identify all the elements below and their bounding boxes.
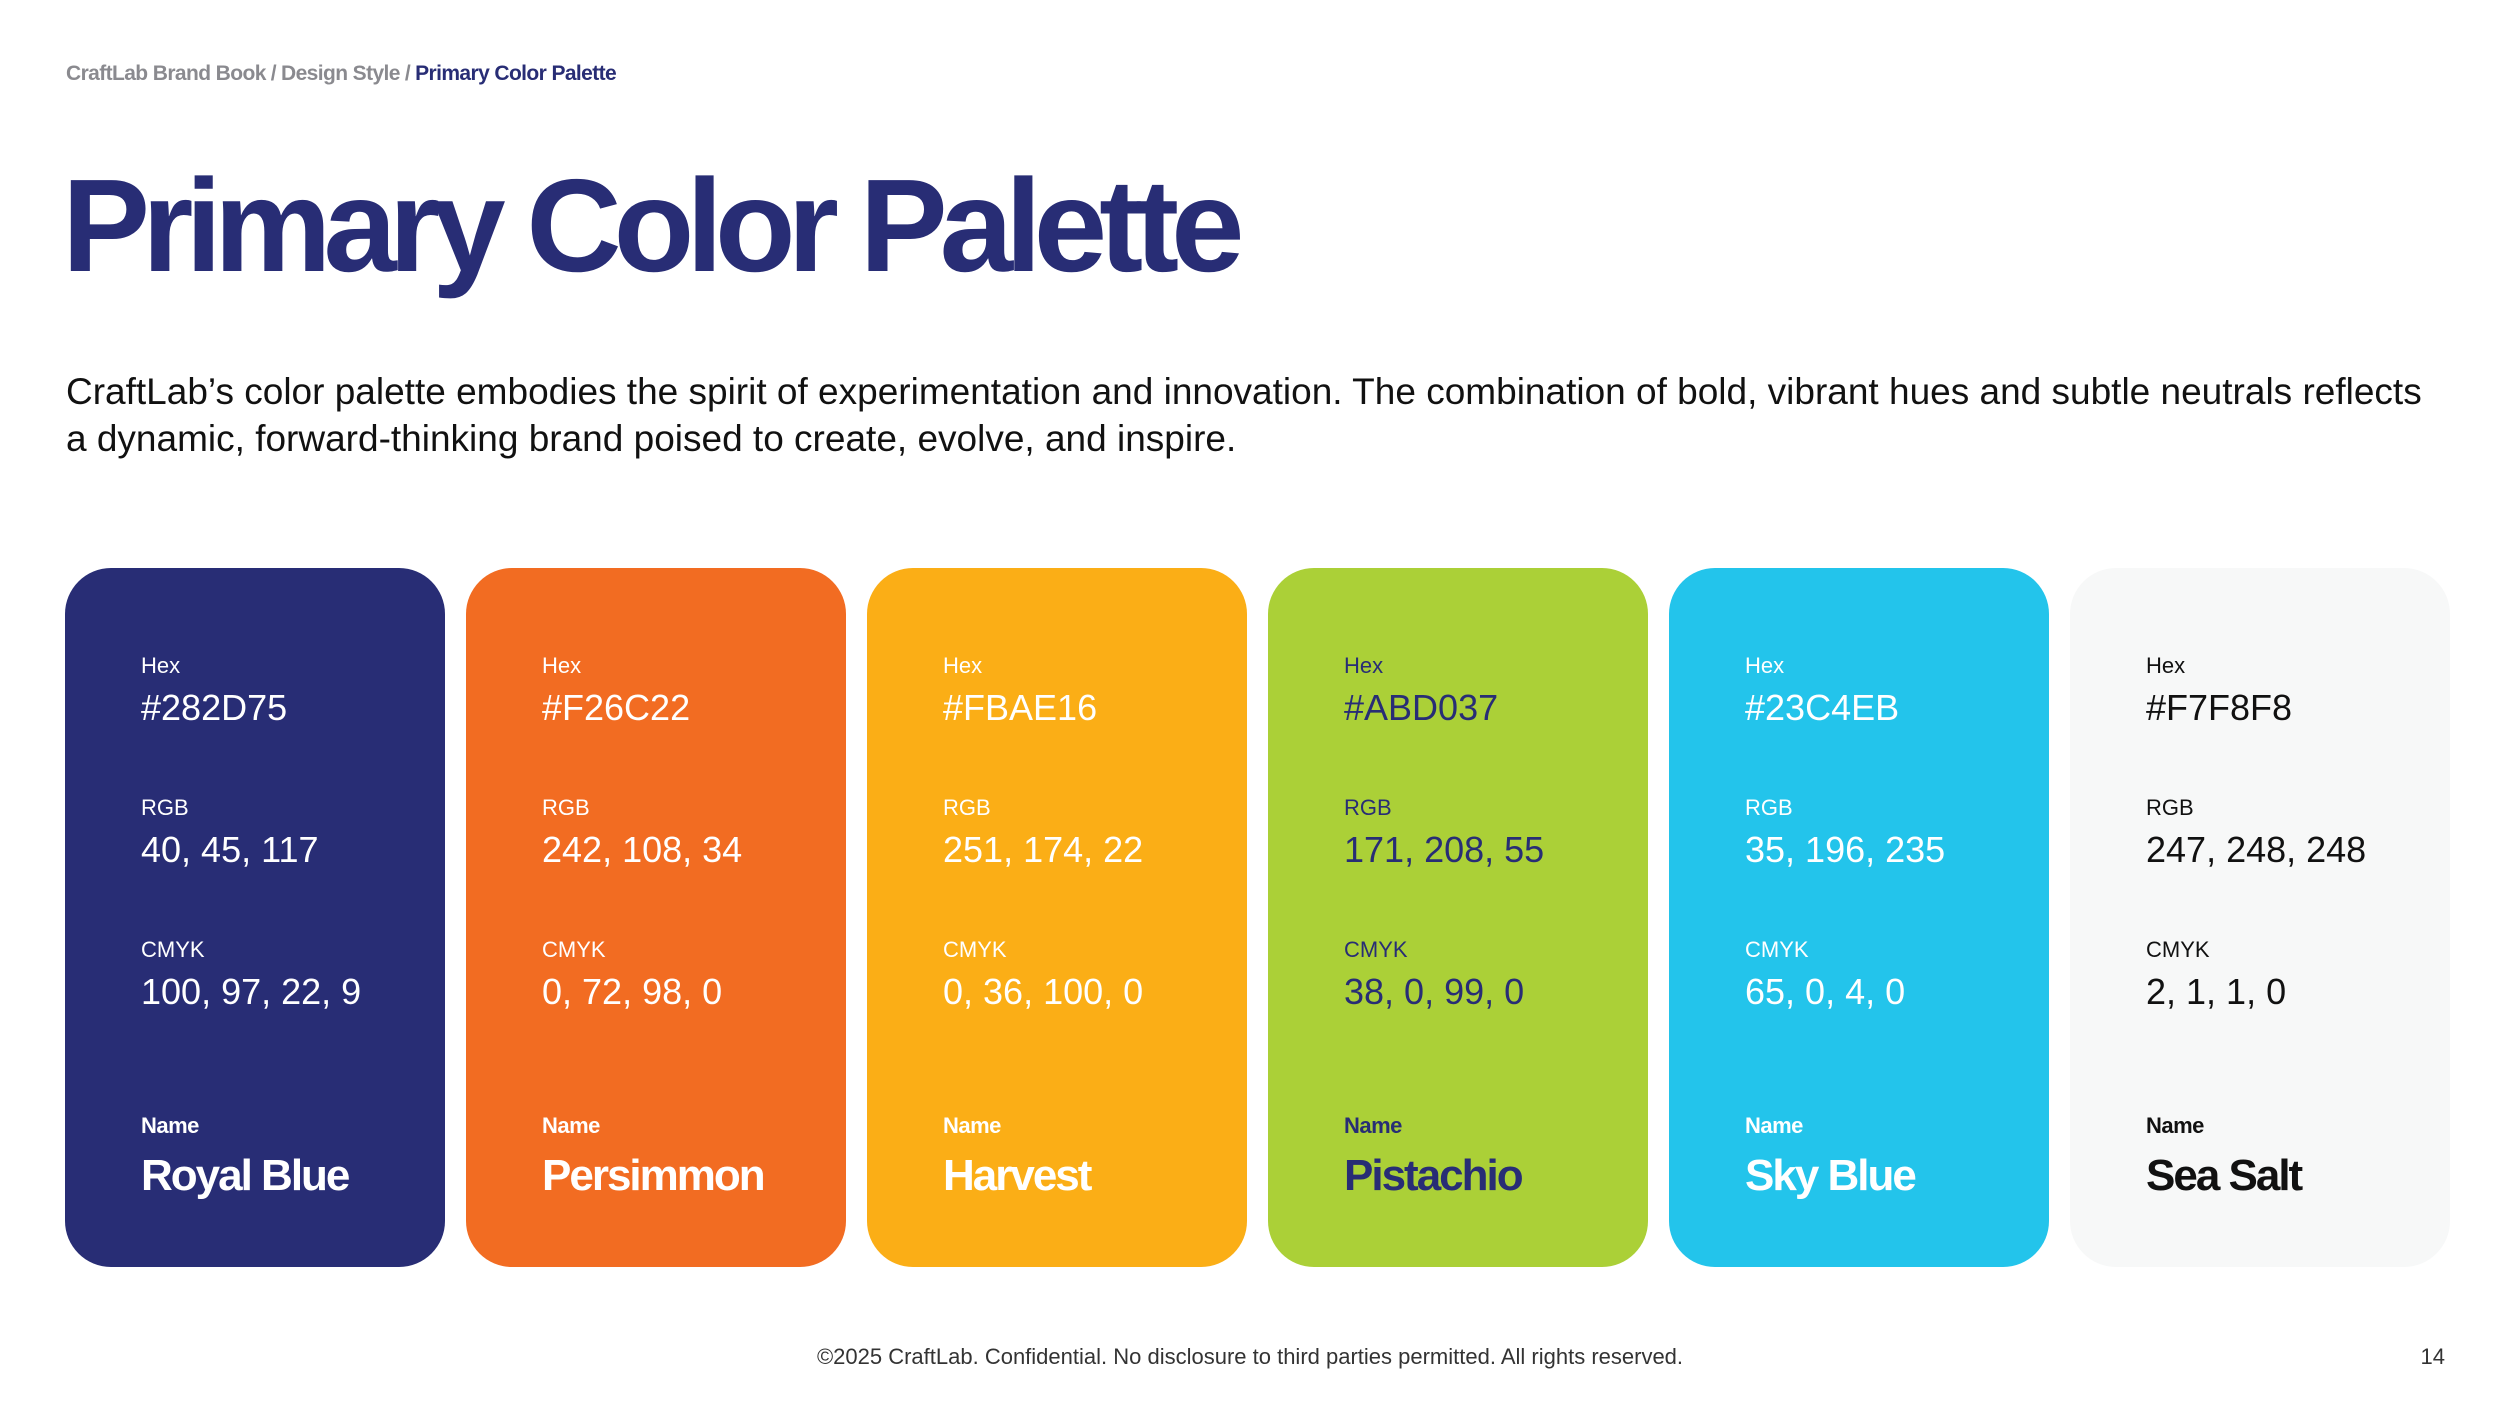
breadcrumb-item-brand-book[interactable]: CraftLab Brand Book [66, 62, 266, 85]
rgb-label: RGB [141, 795, 189, 820]
hex-label: Hex [943, 653, 983, 678]
breadcrumb-item-design-style[interactable]: Design Style [281, 62, 400, 85]
rgb-label: RGB [1745, 795, 1793, 820]
color-name: Royal Blue [141, 1151, 349, 1200]
hex-label: Hex [1745, 653, 1785, 678]
intro-paragraph: CraftLab’s color palette embodies the spirit of experimentation and innovation. The combination of bold, vibrant hues and subtle neutrals reflects a dynamic, forward-thinking brand poised to create, evolve, and inspire. [66, 371, 2422, 459]
cmyk-label: CMYK [1344, 937, 1408, 962]
rgb-value: 35, 196, 235 [1745, 829, 1946, 870]
hex-label: Hex [2146, 653, 2186, 678]
cmyk-label: CMYK [943, 937, 1007, 962]
hex-label: Hex [141, 653, 181, 678]
color-card [466, 568, 846, 1267]
color-card [2070, 568, 2450, 1267]
hex-value: #23C4EB [1745, 687, 1900, 728]
cmyk-label: CMYK [1745, 937, 1809, 962]
name-label: Name [542, 1113, 600, 1138]
rgb-value: 242, 108, 34 [542, 829, 743, 870]
hex-label: Hex [1344, 653, 1384, 678]
rgb-label: RGB [2146, 795, 2194, 820]
color-name: Sea Salt [2146, 1151, 2302, 1200]
color-name: Pistachio [1344, 1151, 1522, 1200]
cmyk-label: CMYK [542, 937, 606, 962]
color-card [1669, 568, 2049, 1267]
rgb-label: RGB [542, 795, 590, 820]
cmyk-label: CMYK [2146, 937, 2210, 962]
rgb-value: 247, 248, 248 [2146, 829, 2367, 870]
breadcrumb [66, 62, 616, 86]
rgb-value: 251, 174, 22 [943, 829, 1144, 870]
breadcrumb-item-current: Primary Color Palette [415, 62, 617, 85]
name-label: Name [943, 1113, 1001, 1138]
color-card [867, 568, 1247, 1267]
rgb-label: RGB [1344, 795, 1392, 820]
cmyk-value: 0, 72, 98, 0 [542, 971, 723, 1012]
cmyk-value: 2, 1, 1, 0 [2146, 971, 2287, 1012]
name-label: Name [2146, 1113, 2204, 1138]
color-name: Sky Blue [1745, 1151, 1915, 1200]
hex-value: #F7F8F8 [2146, 687, 2293, 728]
color-card [65, 568, 445, 1267]
color-card [1268, 568, 1648, 1267]
breadcrumb-separator: / [270, 62, 277, 85]
name-label: Name [141, 1113, 199, 1138]
hex-label: Hex [542, 653, 582, 678]
color-swatch-grid [65, 568, 2450, 1267]
color-name: Harvest [943, 1151, 1091, 1200]
rgb-value: 171, 208, 55 [1344, 829, 1545, 870]
cmyk-value: 0, 36, 100, 0 [943, 971, 1144, 1012]
page-number: 14 [2420, 1344, 2445, 1369]
rgb-value: 40, 45, 117 [141, 829, 319, 870]
hex-value: #FBAE16 [943, 687, 1098, 728]
cmyk-value: 65, 0, 4, 0 [1745, 971, 1906, 1012]
breadcrumb-separator: / [404, 62, 411, 85]
hex-value: #282D75 [141, 687, 288, 728]
footer-legal-text: ©2025 CraftLab. Confidential. No disclosure to third parties permitted. All rights reserved. [816, 1344, 1684, 1369]
color-name: Persimmon [542, 1151, 764, 1200]
name-label: Name [1745, 1113, 1803, 1138]
name-label: Name [1344, 1113, 1402, 1138]
cmyk-value: 38, 0, 99, 0 [1344, 971, 1525, 1012]
cmyk-label: CMYK [141, 937, 205, 962]
hex-value: #ABD037 [1344, 687, 1499, 728]
page-title: Primary Color Palette [62, 152, 1237, 299]
hex-value: #F26C22 [542, 687, 691, 728]
rgb-label: RGB [943, 795, 991, 820]
cmyk-value: 100, 97, 22, 9 [141, 971, 362, 1012]
